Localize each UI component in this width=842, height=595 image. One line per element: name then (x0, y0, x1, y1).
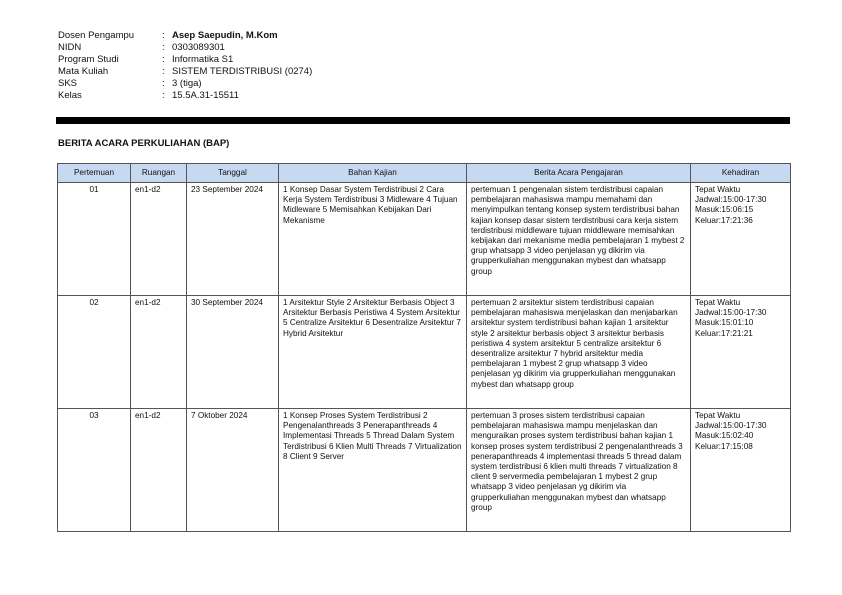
table-row (58, 409, 791, 532)
kehadiran-masuk: Masuk:15:01:10 (695, 318, 754, 328)
info-colon: : (162, 66, 165, 77)
column-header-kehadiran: Kehadiran (691, 164, 791, 183)
cell-kehadiran (691, 409, 791, 532)
info-label: Program Studi (58, 54, 119, 65)
cell-ruangan: en1-d2 (131, 296, 187, 409)
info-value-matkul: SISTEM TERDISTRIBUSI (0274) (172, 66, 313, 77)
cell-bahan-kajian: 1 Konsep Proses System Terdistribusi 2 Pengenalanthreads 3 Penerapanthreads 4 Implementasi Threads 5 Thread Dalam System Terdistribusi 6 Klien Multi Threads 7 Virtualization 8 Client 9 Server (279, 409, 467, 532)
info-label: Dosen Pengampu (58, 30, 135, 41)
info-label: Kelas (58, 90, 82, 101)
info-row-prodi (58, 54, 312, 66)
info-row-nidn (58, 42, 312, 54)
column-header-bahan-kajian: Bahan Kajian (279, 164, 467, 183)
info-colon: : (162, 54, 165, 65)
info-row-matkul (58, 66, 312, 78)
column-header-tanggal: Tanggal (187, 164, 279, 183)
info-row-kelas (58, 90, 312, 102)
column-header-pertemuan: Pertemuan (58, 164, 131, 183)
info-row-dosen (58, 30, 312, 42)
kehadiran-status: Tepat Waktu (695, 185, 741, 194)
cell-ruangan: en1-d2 (131, 183, 187, 296)
cell-bahan-kajian: 1 Konsep Dasar System Terdistribusi 2 Cara Kerja System Terdistribusi 3 Midleware 4 Tujuan Midleware 5 Memisahkan Kebijakan Dari Mekanisme (279, 183, 467, 296)
cell-pertemuan: 02 (58, 296, 131, 409)
cell-pertemuan: 01 (58, 183, 131, 296)
info-colon: : (162, 78, 165, 89)
kehadiran-jadwal: Jadwal:15:00-17:30 (695, 308, 767, 318)
info-value-nidn: 0303089301 (172, 42, 225, 53)
info-label: SKS (58, 78, 78, 89)
info-value-sks: 3 (tiga) (172, 78, 202, 89)
info-label: NIDN (58, 42, 82, 53)
cell-tanggal: 23 September 2024 (187, 183, 279, 296)
info-colon: : (162, 30, 165, 41)
cell-tanggal: 7 Oktober 2024 (187, 409, 279, 532)
table-row (58, 296, 791, 409)
course-info (58, 30, 312, 102)
kehadiran-status: Tepat Waktu (695, 411, 741, 420)
info-value-dosen: Asep Saepudin, M.Kom (172, 30, 278, 41)
info-row-sks (58, 78, 312, 90)
cell-berita-acara: pertemuan 2 arsitektur sistem terdistribusi capaian pembelajaran mahasiswa menjelaskan dan menjabarkan arsitektur system terdistribusi bahan kajian 1 arsitektur style 2 arsitektur berbasis object 3 arsitektur berbasis peristiwa 4 system arsitektur 5 centralize arsitektur 6 desentralize arsitektur 7 hybrid arsitektur media pembelajaran 1 mybest 2 grup whatsapp 3 video penjelasan yg dikirim via grupperkuliahan menggunakan mybest dan whatsapp group (467, 296, 691, 409)
cell-pertemuan: 03 (58, 409, 131, 532)
kehadiran-jadwal: Jadwal:15:00-17:30 (695, 421, 767, 431)
table-row (58, 183, 791, 296)
column-header-ruangan: Ruangan (131, 164, 187, 183)
kehadiran-keluar: Keluar:17:21:21 (695, 328, 753, 338)
kehadiran-jadwal: Jadwal:15:00-17:30 (695, 195, 767, 205)
cell-tanggal: 30 September 2024 (187, 296, 279, 409)
kehadiran-masuk: Masuk:15:02:40 (695, 431, 754, 441)
table-header-row (58, 164, 791, 183)
bap-table (57, 163, 791, 532)
info-label: Mata Kuliah (58, 66, 109, 77)
kehadiran-keluar: Keluar:17:15:08 (695, 441, 753, 451)
column-header-berita-acara: Berita Acara Pengajaran (467, 164, 691, 183)
cell-kehadiran (691, 183, 791, 296)
cell-berita-acara: pertemuan 1 pengenalan sistem terdistribusi capaian pembelajaran mahasiswa mampu memahami dan menyimpulkan tentang konsep system terdistribusi bahan kajian konsep dasar sistem terdistribusi cara kerja sistem terdistribusi middleware tujuan middleware memisahkan kebijakan dari mekanisme media pembelajaran 1 mybest 2 grup whatsapp 3 video penjelasan yg dikirim via grupperkuliahan menggunakan mybest dan whatsapp group (467, 183, 691, 296)
kehadiran-keluar: Keluar:17:21:36 (695, 215, 753, 225)
kehadiran-status: Tepat Waktu (695, 298, 741, 307)
info-colon: : (162, 90, 165, 101)
info-value-kelas: 15.5A.31-15511 (172, 90, 239, 101)
cell-kehadiran (691, 296, 791, 409)
info-value-prodi: Informatika S1 (172, 54, 234, 65)
header-divider (56, 117, 790, 124)
info-colon: : (162, 42, 165, 53)
kehadiran-masuk: Masuk:15:06:15 (695, 205, 754, 215)
section-title: BERITA ACARA PERKULIAHAN (BAP) (58, 138, 230, 149)
cell-berita-acara: pertemuan 3 proses sistem terdistribusi capaian pembelajaran mahasiswa mampu menjelaskan dan menguraikan proses system terdistribusi bahan kajian 1 konsep proses system terdistribusi 2 pengenalanthreads 3 penerapanthreads 4 implementasi threads 5 thread dalam system terdistribusi 6 klien multi threads 7 virtualization 8 client 9 servermedia pembelajaran 1 mybest 2 grup whatsapp 3 video penjelasan yg dikirim via grupperkuliahan menggunakan mybest dan whatsapp group (467, 409, 691, 532)
cell-ruangan: en1-d2 (131, 409, 187, 532)
cell-bahan-kajian: 1 Arsitektur Style 2 Arsitektur Berbasis Object 3 Arsitektur Berbasis Peristiwa 4 System Arsitektur 5 Centralize Arsitektur 6 Desentralize Arsitektur 7 Hybrid Arsitektur (279, 296, 467, 409)
